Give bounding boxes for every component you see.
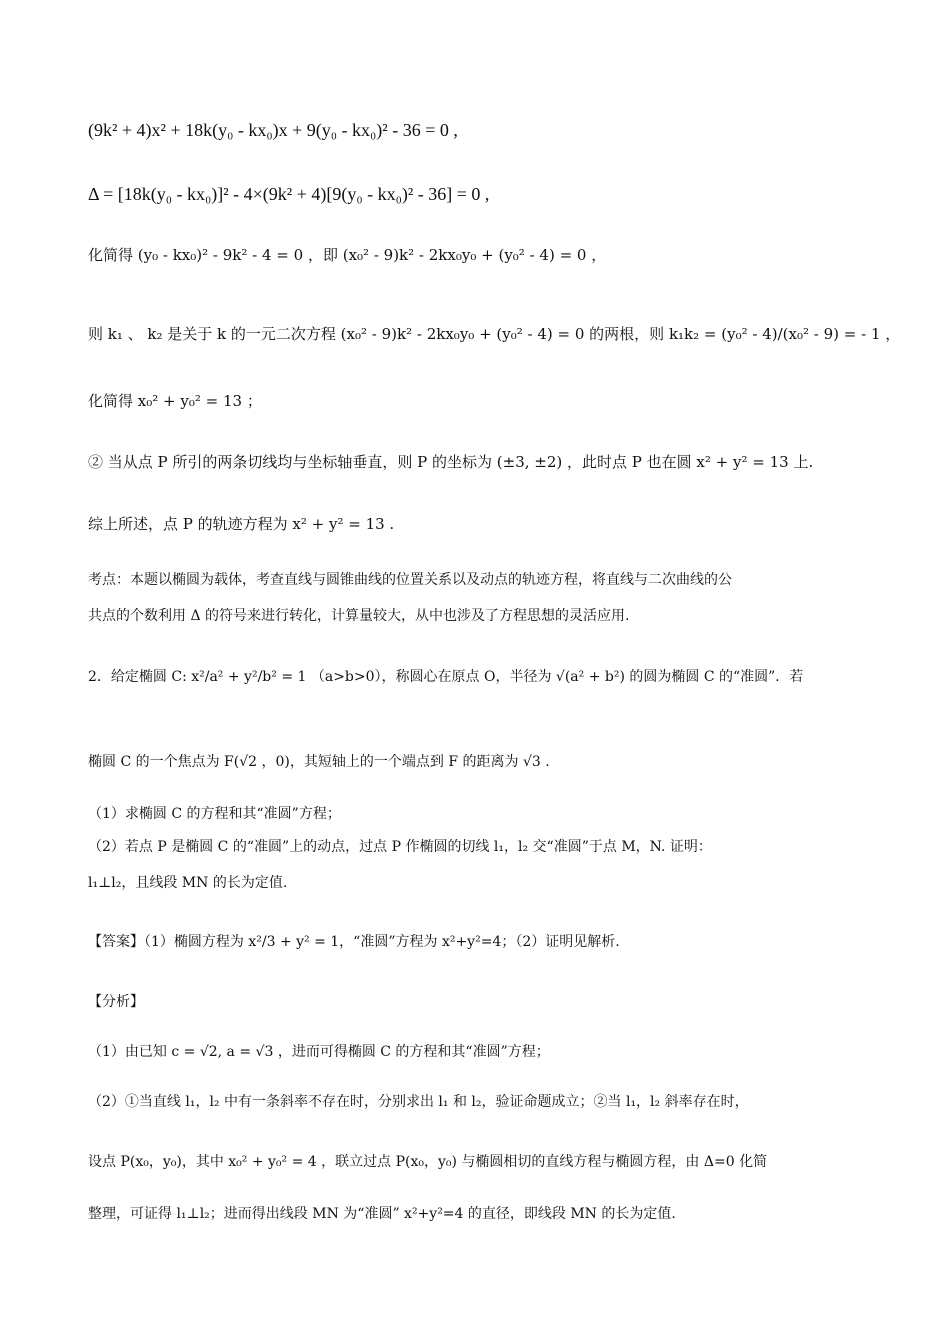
- analysis-line-4: 整理，可证得 l₁⊥l₂；进而得出线段 MN 为“准圆” x²+y²=4 的直径，即线段 MN 的长为定值.: [88, 1206, 676, 1222]
- question-2-line-1: 2．给定椭圆 C: x²/a² + y²/b² = 1 （a>b>0），称圆心在原点 O，半径为 √(a² + b²) 的圆为椭圆 C 的“准圆”．若: [88, 669, 804, 685]
- text-line-5: 化简得 x₀² + y₀² = 13 ；: [88, 392, 262, 410]
- text-line-8: 考点：本题以椭圆为载体，考查直线与圆锥曲线的位置关系以及动点的轨迹方程，将直线与二次曲线的公: [88, 572, 732, 588]
- question-2-line-2: 椭圆 C 的一个焦点为 F(√2 ，0)，其短轴上的一个端点到 F 的距离为 √3 .: [88, 754, 550, 770]
- analysis-line-1: （1）由已知 c = √2, a = √3 ，进而可得椭圆 C 的方程和其“准圆”方程；: [88, 1044, 550, 1060]
- analysis-heading: 【分析】: [88, 994, 144, 1010]
- question-2-part-2: （2）若点 P 是椭圆 C 的“准圆”上的动点，过点 P 作椭圆的切线 l₁，l₂ 交“准圆”于点 M，N. 证明：: [88, 839, 712, 855]
- text-line-7: 综上所述，点 P 的轨迹方程为 x² + y² = 13 .: [88, 515, 395, 533]
- text-line-6: ② 当从点 P 所引的两条切线均与坐标轴垂直，则 P 的坐标为 (±3, ±2) ，此时点 P 也在圆 x² + y² = 13 上.: [88, 453, 814, 471]
- text-line-9: 共点的个数利用 Δ 的符号来进行转化，计算量较大，从中也涉及了方程思想的灵活应用.: [88, 608, 630, 624]
- question-2-part-2-cont: l₁⊥l₂，且线段 MN 的长为定值.: [88, 875, 288, 891]
- equation-line-1: (9k² + 4)x² + 18k(y₀ - kx₀)x + 9(y₀ - kx₀)² - 36 = 0 ,: [88, 120, 458, 140]
- analysis-line-2: （2）①当直线 l₁，l₂ 中有一条斜率不存在时，分别求出 l₁ 和 l₂，验证命题成立；②当 l₁，l₂ 斜率存在时，: [88, 1094, 749, 1110]
- analysis-line-3: 设点 P(x₀，y₀)，其中 x₀² + y₀² = 4 ，联立过点 P(x₀，y₀) 与椭圆相切的直线方程与椭圆方程，由 Δ=0 化简: [88, 1154, 768, 1170]
- equation-line-2: Δ = [18k(y₀ - kx₀)]² - 4×(9k² + 4)[9(y₀ - kx₀)² - 36] = 0 ,: [88, 184, 490, 204]
- question-2-part-1: （1）求椭圆 C 的方程和其“准圆”方程；: [88, 806, 341, 822]
- text-line-3: 化简得 (y₀ - kx₀)² - 9k² - 4 = 0 ，即 (x₀² - 9)k² - 2kx₀y₀ + (y₀² - 4) = 0 ，: [88, 246, 607, 264]
- answer-line: 【答案】（1）椭圆方程为 x²/3 + y² = 1，“准圆”方程为 x²+y²=4；（2）证明见解析.: [88, 934, 620, 950]
- text-line-4: 则 k₁ 、 k₂ 是关于 k 的一元二次方程 (x₀² - 9)k² - 2kx₀y₀ + (y₀² - 4) = 0 的两根，则 k₁k₂ = (y₀² - 4)/(x₀² - 9) = - 1 ，: [88, 325, 901, 343]
